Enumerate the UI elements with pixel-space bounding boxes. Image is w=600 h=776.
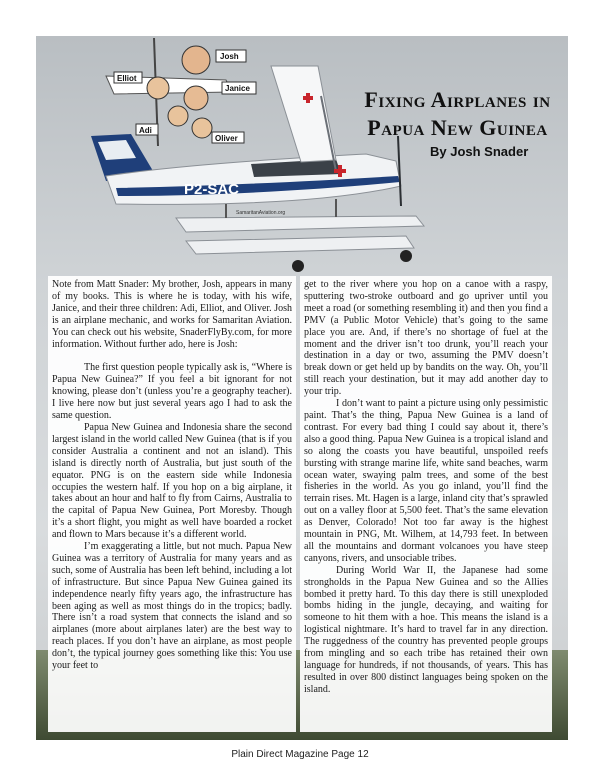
- article-title: [355, 86, 560, 142]
- wheel-icon: [292, 260, 304, 272]
- page-footer: Plain Direct Magazine Page 12: [231, 749, 369, 760]
- body-paragraph: I’m exaggerating a little, but not much. Papua New Guinea was a territory of Australia for many years and as such, some of Australia has been left behind, including a lot of infrastructure. But since Papua New Guinea gained its independence nearly fifty years ago, the infrastructure has been aging as well as most things do in the tropics; badly. There isn’t a road system that connects the island and so airplanes (more about airplanes later) are the best way to reach places. If you don’t have an airplane, as most people don’t, the typical journey goes something like this: You use your feet to: [52, 541, 292, 672]
- name-tag-label: Elliot: [117, 74, 137, 83]
- article-byline: By Josh Snader: [430, 144, 529, 159]
- name-tag-label: Josh: [220, 52, 239, 61]
- caricature-face: [168, 106, 188, 126]
- wheel-icon: [400, 250, 412, 262]
- caricature-face: [192, 118, 212, 138]
- plane-website: SamaritanAviation.org: [236, 210, 286, 216]
- body-paragraph: During World War II, the Japanese had some strongholds in the Papua New Guinea and so the Allies bombed it pretty hard. To this day there is still unexploded bombs hiding in the jungle, decaying, and waiting for someone to hit them with a hoe. This means the island is a logistical nightmare. It’s hard to travel far in any direction. The ruggedness of the country has prevented people groups from mingling and so each tribe has retained their own language for hundreds, if not thousands, of years. This has resulted in over 800 distinct languages being spoken on the island.: [304, 564, 548, 695]
- family-caricature: [106, 38, 256, 146]
- float-front: [176, 216, 424, 232]
- body-paragraph: Papua New Guinea and Indonesia share the second largest island in the world called New Guinea (that is if you consider Australia a continent and not an island). This island is directly north of Australia, but just south of the equator. PNG is on the eastern side while Indonesia occupies the western half. If you hop on a big airplane, it takes about an hour and half to fly from Cairns, Australia to the capital of Papua New Guinea, Port Moresby. Though it’s a short flight, you might as well have boarded a rocket and flown to Mars because it’s a different world.: [52, 421, 292, 541]
- name-tag-label: Adi: [139, 126, 152, 135]
- wing-cross-v: [306, 93, 310, 103]
- article-column-left: [48, 276, 296, 732]
- caricature-face: [184, 86, 208, 110]
- fuselage-cross-v: [338, 165, 342, 177]
- body-paragraph: The first question people typically ask is, “Where is Papua New Guinea?” If you feel a bit ignorant for not knowing, please don’t (unless you’re a geography teacher). I live here now but just several years ago I had to ask the same question.: [52, 362, 292, 422]
- plane-registration: P2-SAC: [184, 181, 240, 198]
- article-column-right: [300, 276, 552, 732]
- caricature-face: [147, 77, 169, 99]
- name-tag-label: Janice: [225, 84, 250, 93]
- caricature-face: [182, 46, 210, 74]
- plane-wing: [271, 66, 336, 162]
- intro-paragraph: Note from Matt Snader: My brother, Josh, appears in many of my books. This is where he is today, with his wife, Janice, and their three children: Adi, Elliot, and Oliver. Josh is an airplane mechanic, and works for Samaritan Aviation. You can check out his website, SnaderFlyBy.com, for more information. Without further ado, here is Josh:: [52, 279, 292, 350]
- body-paragraph: I don’t want to paint a picture using only pessimistic paint. That’s the thing, Papua New Guinea is a land of contrast. For every bad thing I could say about it, there’s also a good thing. Papua New Guinea is a tropical island and so along the coasts you have beautiful, unspoiled reefs bursting with strange marine life, white sand beaches, warm ocean water, swaying palm trees, and some of the best fisheries in the world. As you go inland, you’ll find the terrain rises. Mt. Hagen is a large, inland city that’s sprawled out on a valley floor at 5,500 feet. That’s the same elevation as Denver, Colorado! Not too far away is the highest mountain in PNG, Mt. Wilhem, at 14,793 feet. In between all the mountains and dormant volcanoes you have steep canyons, rivers, and unsociable tribes.: [304, 398, 548, 564]
- article-title-line1: Fixing Airplanes in: [364, 87, 551, 112]
- article-title-line2: Papua New Guinea: [367, 115, 548, 140]
- float-rear: [186, 236, 414, 254]
- body-paragraph: get to the river where you hop on a canoe with a raspy, sputtering two-stroke outboard and go upriver until you meet a road (or something resembling it) and then you find a PMV (a Public Motor Vehicle) that’s going to the same place you are. And, if there’s no shortage of fuel at the moment and the driver isn’t too drunk, you’ll reach your destination in a day or two, assuming the PMV doesn’t break down or get held up by bandits on the way. Oh, you’ll still reach your destination, but it may add another day to your trip.: [304, 279, 548, 398]
- name-tag-label: Oliver: [215, 134, 238, 143]
